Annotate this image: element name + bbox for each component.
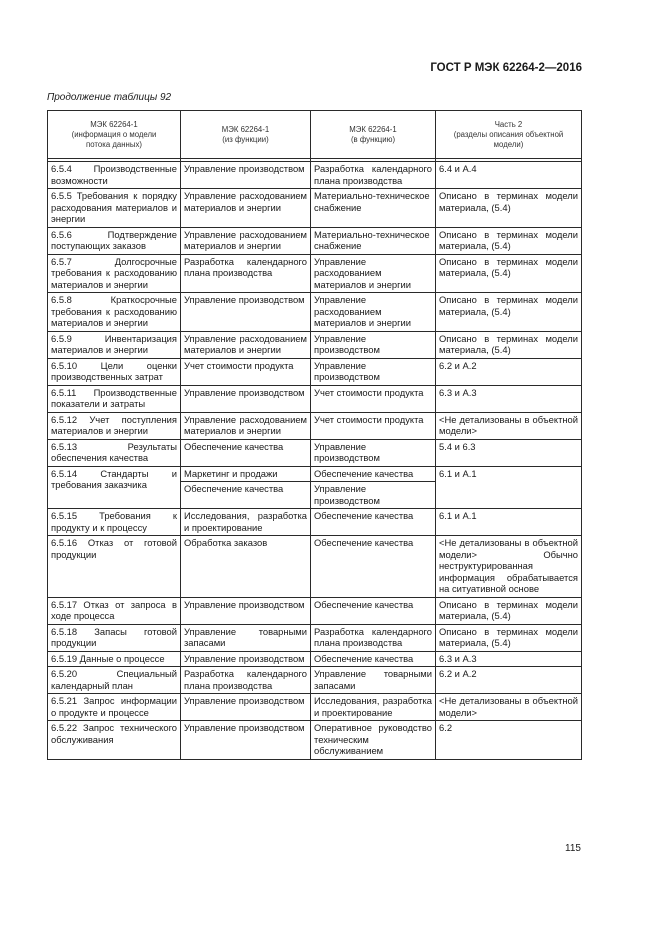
cell-part2-reference: Описано в терминах модели материала, (5.4) <box>436 293 582 332</box>
cell-to-function: Управление производством <box>311 358 436 385</box>
header-line: (разделы описания объектной <box>453 129 564 139</box>
cell-information: 6.5.16 Отказ от готовой продукции <box>48 536 181 598</box>
cell-information: 6.5.10 Цели оценки производственных затрат <box>48 358 181 385</box>
cell-to-function: Разработка календарного плана производства <box>311 162 436 189</box>
column-header <box>48 111 181 159</box>
cell-to-function: Обеспечение качества <box>311 466 436 482</box>
cell-part2-reference: Описано в терминах модели материала, (5.4) <box>436 597 582 624</box>
cell-information: 6.5.18 Запасы готовой продукции <box>48 624 181 651</box>
cell-information: 6.5.13 Результаты обеспечения качества <box>48 439 181 466</box>
table-row <box>48 227 582 254</box>
cell-from-function: Управление производством <box>181 597 311 624</box>
cell-part2-reference: 6.4 и А.4 <box>436 162 582 189</box>
cell-information: 6.5.21 Запрос информации о продукте и процессе <box>48 694 181 721</box>
header-line: МЭК 62264-1 <box>221 124 270 134</box>
cell-from-function: Разработка календарного плана производства <box>181 667 311 694</box>
cell-information: 6.5.19 Данные о процессе <box>48 651 181 667</box>
cell-part2-reference: 6.1 и А.1 <box>436 466 582 509</box>
cell-to-function: Обеспечение качества <box>311 536 436 598</box>
cell-part2-reference: Описано в терминах модели материала, (5.4) <box>436 624 582 651</box>
cell-information: 6.5.9 Инвентаризация материалов и энергии <box>48 331 181 358</box>
cell-to-function: Управление расходованием материалов и энергии <box>311 293 436 332</box>
cell-from-function: Исследования, разработка и проектирование <box>181 509 311 536</box>
cell-information: 6.5.6 Подтверждение поступающих заказов <box>48 227 181 254</box>
cell-to-function: Обеспечение качества <box>311 597 436 624</box>
cell-part2-reference: Описано в терминах модели материала, (5.4) <box>436 331 582 358</box>
header-line: Часть 2 <box>494 119 523 129</box>
cell-to-function: Оперативное руководство техническим обслуживанием <box>311 721 436 760</box>
cell-from-function: Обработка заказов <box>181 536 311 598</box>
cell-from-function: Управление расходованием материалов и энергии <box>181 412 311 439</box>
cell-part2-reference: 6.2 и А.2 <box>436 667 582 694</box>
table-caption: Продолжение таблицы 92 <box>47 92 172 103</box>
cell-from-function: Маркетинг и продажи <box>181 466 311 482</box>
column-header <box>311 111 436 159</box>
cell-part2-reference: <Не детализованы в объектной модели> <box>436 412 582 439</box>
cell-to-function: Управление производством <box>311 331 436 358</box>
table-row <box>48 667 582 694</box>
cell-from-function: Управление производством <box>181 293 311 332</box>
table-row <box>48 509 582 536</box>
cell-part2-reference: 6.1 и А.1 <box>436 509 582 536</box>
header-line: (из функции) <box>222 134 269 144</box>
cell-information: 6.5.5 Требования к порядку расходования материалов и энергии <box>48 189 181 228</box>
cell-part2-reference: 6.3 и А.3 <box>436 385 582 412</box>
cell-to-function: Материально-техническое снабжение <box>311 189 436 228</box>
table-row <box>48 412 582 439</box>
header-line: модели) <box>493 139 524 149</box>
cell-from-function: Управление производством <box>181 162 311 189</box>
cell-from-function: Управление расходованием материалов и энергии <box>181 331 311 358</box>
header-line: потока данных) <box>86 139 142 149</box>
cell-part2-reference: Описано в терминах модели материала, (5.4) <box>436 227 582 254</box>
cell-from-function: Обеспечение качества <box>181 482 311 509</box>
table-row <box>48 254 582 293</box>
table-row <box>48 597 582 624</box>
cell-information: 6.5.8 Краткосрочные требования к расходованию материалов и энергии <box>48 293 181 332</box>
header-line: МЭК 62264-1 <box>90 119 138 129</box>
cell-to-function: Управление производством <box>311 482 436 509</box>
cell-part2-reference: <Не детализованы в объектной модели> Обычно неструктурированная информация обрабатывается на ситуативной основе <box>436 536 582 598</box>
cell-from-function: Управление расходованием материалов и энергии <box>181 227 311 254</box>
table-row <box>48 651 582 667</box>
header-line: МЭК 62264-1 <box>349 124 397 134</box>
cell-to-function: Управление расходованием материалов и энергии <box>311 254 436 293</box>
header-line: (в функцию) <box>350 134 396 144</box>
column-header <box>181 111 311 159</box>
cell-from-function: Разработка календарного плана производства <box>181 254 311 293</box>
table-row <box>48 358 582 385</box>
cell-information: 6.5.14 Стандарты и требования заказчика <box>48 466 181 509</box>
cell-to-function: Учет стоимости продукта <box>311 412 436 439</box>
cell-to-function: Разработка календарного плана производства <box>311 624 436 651</box>
table-row <box>48 331 582 358</box>
cell-information: 6.5.20 Специальный календарный план <box>48 667 181 694</box>
cell-part2-reference: <Не детализованы в объектной модели> <box>436 694 582 721</box>
table-row <box>48 439 582 466</box>
cell-to-function: Управление производством <box>311 439 436 466</box>
table-row <box>48 694 582 721</box>
cell-from-function: Учет стоимости продукта <box>181 358 311 385</box>
cell-information: 6.5.17 Отказ от запроса в ходе процесса <box>48 597 181 624</box>
cell-part2-reference: Описано в терминах модели материала, (5.4) <box>436 189 582 228</box>
cell-information: 6.5.7 Долгосрочные требования к расходованию материалов и энергии <box>48 254 181 293</box>
cell-part2-reference: 6.3 и А.3 <box>436 651 582 667</box>
cell-part2-reference: 6.2 и А.2 <box>436 358 582 385</box>
table-row <box>48 162 582 189</box>
cell-to-function: Обеспечение качества <box>311 651 436 667</box>
header-line: (информация о модели <box>71 129 157 139</box>
cell-information: 6.5.11 Производственные показатели и затраты <box>48 385 181 412</box>
document-header: ГОСТ Р МЭК 62264-2—2016 <box>430 62 582 74</box>
cell-from-function: Управление производством <box>181 721 311 760</box>
cell-information: 6.5.15 Требования к продукту и к процессу <box>48 509 181 536</box>
table-row <box>48 385 582 412</box>
cell-from-function: Управление расходованием материалов и энергии <box>181 189 311 228</box>
cell-to-function: Управление товарными запасами <box>311 667 436 694</box>
table-row <box>48 189 582 228</box>
table-row <box>48 721 582 760</box>
cell-to-function: Исследования, разработка и проектирование <box>311 694 436 721</box>
cell-part2-reference: 5.4 и 6.3 <box>436 439 582 466</box>
cell-from-function: Обеспечение качества <box>181 439 311 466</box>
table-body <box>48 162 582 760</box>
cell-information: 6.5.4 Производственные возможности <box>48 162 181 189</box>
cell-information: 6.5.12 Учет поступления материалов и энергии <box>48 412 181 439</box>
cell-information: 6.5.22 Запрос технического обслуживания <box>48 721 181 760</box>
page-number: 115 <box>565 843 581 854</box>
cell-to-function: Обеспечение качества <box>311 509 436 536</box>
mapping-table <box>47 110 582 760</box>
cell-part2-reference: Описано в терминах модели материала, (5.4) <box>436 254 582 293</box>
table-row <box>48 536 582 598</box>
column-header <box>436 111 582 159</box>
cell-from-function: Управление товарными запасами <box>181 624 311 651</box>
table-header-row <box>48 111 582 159</box>
table-row <box>48 624 582 651</box>
cell-from-function: Управление производством <box>181 651 311 667</box>
cell-from-function: Управление производством <box>181 385 311 412</box>
cell-part2-reference: 6.2 <box>436 721 582 760</box>
cell-to-function: Учет стоимости продукта <box>311 385 436 412</box>
cell-from-function: Управление производством <box>181 694 311 721</box>
table-row <box>48 466 582 482</box>
cell-to-function: Материально-техническое снабжение <box>311 227 436 254</box>
table-row <box>48 293 582 332</box>
